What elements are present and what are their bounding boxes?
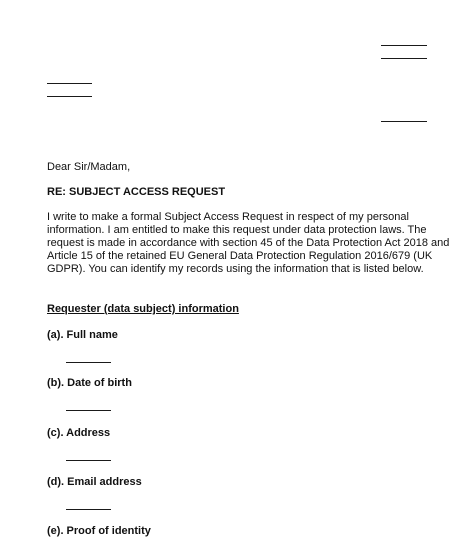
field-label-full-name: (a). Full name [47,329,118,341]
body-line: I write to make a formal Subject Access Request in respect of my personal [47,211,409,223]
email-address-blank[interactable] [66,509,111,510]
sender-address-line-2[interactable] [381,58,427,59]
subject-line: RE: SUBJECT ACCESS REQUEST [47,186,226,198]
recipient-address-line-1[interactable] [47,83,92,84]
field-label-date-of-birth: (b). Date of birth [47,377,132,389]
date-of-birth-blank[interactable] [66,410,111,411]
date-line[interactable] [381,121,427,122]
body-line: Article 15 of the retained EU General Data Protection Regulation 2016/679 (UK [47,250,433,262]
section-heading: Requester (data subject) information [47,303,239,315]
full-name-blank[interactable] [66,362,111,363]
recipient-address-line-2[interactable] [47,96,92,97]
field-label-address: (c). Address [47,427,111,439]
body-line: GDPR). You can identify my records using the information that is listed below. [47,263,424,275]
body-line: request is made in accordance with section 45 of the Data Protection Act 2018 and [47,237,450,249]
sender-address-line-1[interactable] [381,45,427,46]
greeting: Dear Sir/Madam, [47,161,131,173]
field-label-proof-of-identity: (e). Proof of identity [47,525,151,537]
address-blank[interactable] [66,460,111,461]
body-line: information. I am entitled to make this request under data protection laws. The [47,224,427,236]
body-paragraph [47,211,450,276]
field-label-email-address: (d). Email address [47,476,142,488]
